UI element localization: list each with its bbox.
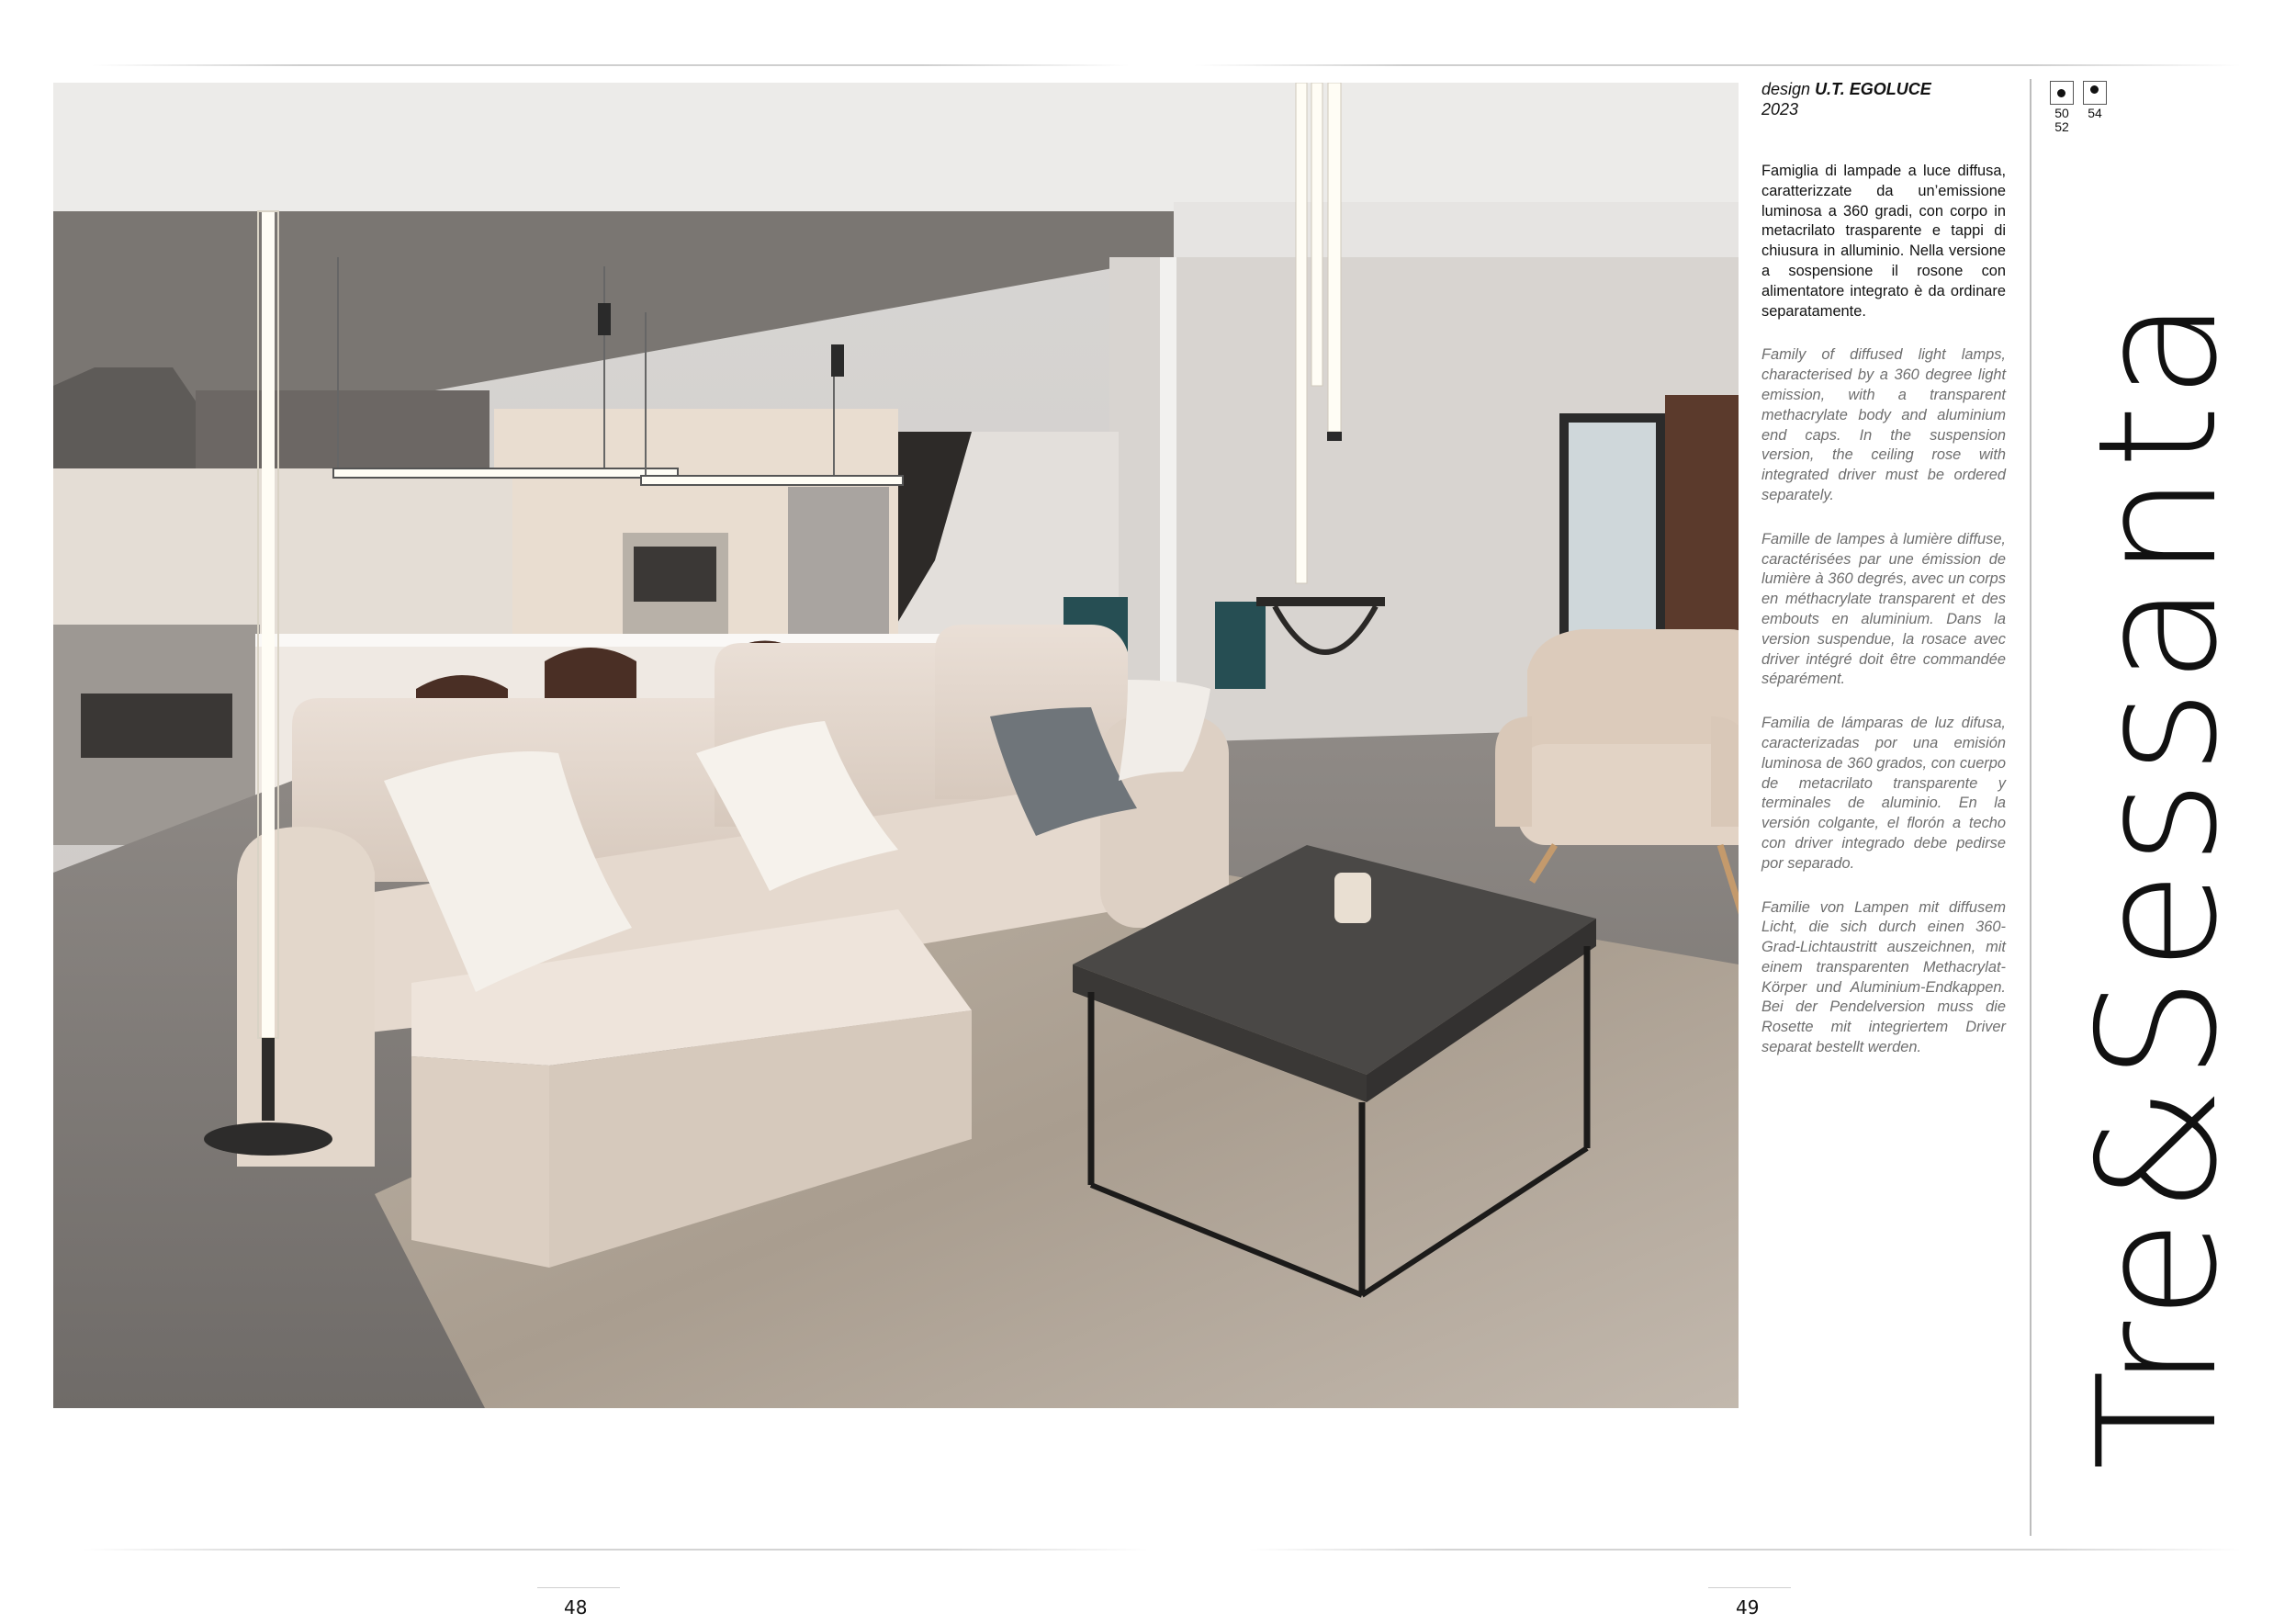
page-number-right: 49 (1736, 1596, 1760, 1618)
description-it: Famiglia di lampade a luce diffusa, caratterizzate da un’emissione luminosa a 360 gradi, con corpo in metacrilato trasparente e tappi di chiusura in alluminio. Nella versione a sospensione il rosone con alimentatore integrato è da ordinare separatamente. (1761, 163, 2006, 320)
code-icon-floor (2079, 81, 2110, 120)
product-title-container (2063, 220, 2253, 1543)
credit-year: 2023 (1761, 100, 1799, 118)
code-label: 54 (2088, 106, 2102, 120)
code-icon-pendant (2046, 81, 2077, 134)
vertical-divider (2030, 79, 2032, 1536)
credit-prefix: design (1761, 80, 1811, 98)
bottom-rule-left (83, 1549, 1148, 1551)
top-rule-right (1194, 64, 2241, 66)
description-de: Familie von Lampen mit diffusem Licht, die sich durch einen 360-Grad-Lichtaustritt auszeichnen, mit einem transparenten Methacrylat-Körper und Aluminium-Endkappen. Bei der Pendelversion muss die Rosette mit integriertem Driver separat bestellt werden. (1761, 898, 2006, 1056)
credit-designer: U.T. EGOLUCE (1815, 80, 1931, 98)
top-rule-left (92, 64, 1130, 66)
page-number-rule-left (537, 1587, 620, 1588)
code-label: 50 (2054, 106, 2069, 120)
page-number-rule-right (1708, 1587, 1791, 1588)
design-credit (1761, 79, 1931, 119)
description-en: Family of diffused light lamps, characterised by a 360 degree light emission, with a transparent methacrylate body and aluminium end caps. In the suspension version, the ceiling rose with integrated driver must be ordered separately. (1761, 346, 2006, 503)
code-label: 52 (2054, 119, 2069, 134)
description-es: Familia de lámparas de luz difusa, caracterizadas por una emisión luminosa de 360 grados, con cuerpo de metacrilato transparente y terminales de aluminio. En la versión colgante, el florón a techo con driver integrado debe pedirse por separado. (1761, 715, 2006, 872)
interior-photo (53, 83, 1739, 1408)
page-number-left: 48 (564, 1596, 588, 1618)
description-column (1761, 162, 2006, 1082)
bottom-rule-right (1249, 1549, 2241, 1551)
product-title: Tre&Sessanta (2063, 293, 2253, 1471)
description-fr: Famille de lampes à lumière diffuse, caractérisées par une émission de lumière à 360 degrés, avec un corps en méthacrylate transparent et des embouts en aluminium. Dans la version suspendue, la rosace avec driver intégré doit être commandée séparément. (1761, 530, 2006, 688)
